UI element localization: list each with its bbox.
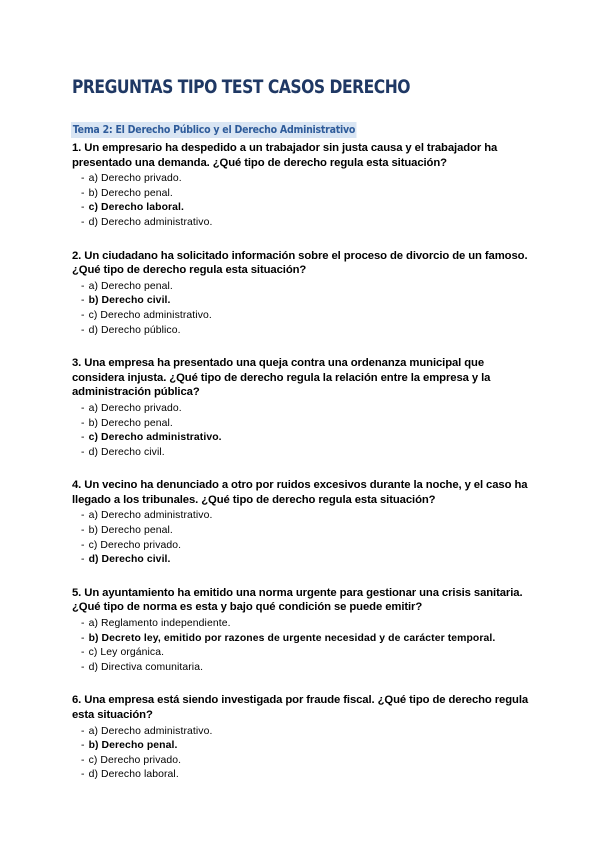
question-item [72, 693, 532, 783]
answer-options [72, 725, 532, 783]
question-text: 2. Un ciudadano ha solicitado información sobre el proceso de divorcio de un famoso. ¿Qué tipo de derecho regula esta situación? [72, 249, 528, 277]
answer-option [72, 661, 532, 676]
option-marker: - [81, 618, 85, 630]
option-text: d) Directiva comunitaria. [88, 661, 204, 673]
option-marker: - [81, 632, 85, 644]
option-text: a) Derecho penal. [88, 280, 173, 292]
option-marker: - [81, 740, 85, 752]
question-text: 1. Un empresario ha despedido a un trabajador sin justa causa y el trabajador ha presentado una demanda. ¿Qué tipo de derecho regula esta situación? [72, 142, 498, 169]
option-marker: - [81, 324, 85, 336]
answer-option [72, 417, 532, 432]
option-text: c) Derecho administrativo. [88, 432, 222, 444]
answer-option [72, 539, 532, 554]
answer-option-correct [72, 739, 532, 754]
answer-options [72, 402, 532, 460]
option-text: b) Derecho penal. [88, 187, 173, 199]
question-list [72, 141, 532, 801]
answer-option [72, 172, 532, 187]
question-item [72, 141, 532, 231]
answer-option-correct [72, 632, 532, 647]
answer-option-correct [72, 431, 532, 446]
answer-option [72, 524, 532, 539]
answer-option [72, 280, 532, 295]
option-text: c) Derecho privado. [88, 754, 182, 766]
option-marker: - [81, 402, 85, 414]
option-marker: - [81, 769, 85, 781]
answer-option [72, 187, 532, 202]
question-item [72, 356, 532, 460]
option-marker: - [81, 539, 85, 551]
section-heading: Tema 2: El Derecho Público y el Derecho Administrativo [72, 123, 356, 136]
option-marker: - [81, 173, 85, 185]
answer-option [72, 324, 532, 339]
option-marker: - [81, 295, 85, 307]
answer-option-correct [72, 201, 532, 216]
question-text: 5. Un ayuntamiento ha emitido una norma urgente para gestionar una crisis sanitaria. ¿Qué tipo de norma es esta y bajo qué condición se puede emitir? [72, 586, 523, 614]
option-text: d) Derecho administrativo. [88, 216, 213, 228]
question-text: 6. Una empresa está siendo investigada por fraude fiscal. ¿Qué tipo de derecho regula esta situación? [72, 694, 529, 721]
answer-option [72, 446, 532, 461]
option-marker: - [81, 510, 85, 522]
answer-option-correct [72, 294, 532, 309]
option-text: a) Reglamento independiente. [88, 618, 231, 630]
option-marker: - [81, 309, 85, 321]
document-title: PREGUNTAS TIPO TEST CASOS DERECHO [72, 76, 411, 98]
answer-option [72, 402, 532, 417]
option-text: a) Derecho privado. [88, 402, 182, 414]
option-text: d) Derecho civil. [88, 554, 171, 566]
option-text: c) Derecho privado. [88, 539, 182, 551]
question-text: 3. Una empresa ha presentado una queja contra una ordenanza municipal que considera injusta. ¿Qué tipo de derecho regula la relación entre la empresa y la administración pública? [72, 357, 491, 399]
answer-option-correct [72, 553, 532, 568]
option-marker: - [81, 202, 85, 214]
answer-option [72, 309, 532, 324]
answer-option [72, 216, 532, 231]
question-item [72, 478, 532, 568]
answer-options [72, 172, 532, 230]
option-text: b) Derecho penal. [88, 417, 173, 429]
option-marker: - [81, 754, 85, 766]
option-marker: - [81, 216, 85, 228]
question-item [72, 586, 532, 676]
answer-option [72, 768, 532, 783]
answer-options [72, 509, 532, 567]
option-text: a) Derecho administrativo. [88, 510, 213, 522]
option-text: a) Derecho privado. [88, 173, 182, 185]
option-text: a) Derecho administrativo. [88, 725, 213, 737]
answer-option [72, 509, 532, 524]
option-text: b) Decreto ley, emitido por razones de urgente necesidad y de carácter temporal. [88, 632, 496, 644]
answer-option [72, 646, 532, 661]
option-marker: - [81, 417, 85, 429]
option-text: b) Derecho penal. [88, 740, 178, 752]
answer-option [72, 617, 532, 632]
option-text: b) Derecho civil. [88, 295, 171, 307]
question-text: 4. Un vecino ha denunciado a otro por ruidos excesivos durante la noche, y el caso ha llegado a los tribunales. ¿Qué tipo de derecho regula esta situación? [72, 479, 528, 506]
option-marker: - [81, 725, 85, 737]
option-marker: - [81, 280, 85, 292]
option-text: c) Derecho laboral. [88, 202, 185, 214]
option-marker: - [81, 187, 85, 199]
option-text: c) Ley orgánica. [88, 647, 165, 659]
option-marker: - [81, 554, 85, 566]
option-marker: - [81, 661, 85, 673]
answer-options [72, 617, 532, 675]
answer-option [72, 754, 532, 769]
option-marker: - [81, 647, 85, 659]
question-item [72, 249, 532, 339]
option-text: b) Derecho penal. [88, 525, 173, 537]
answer-option [72, 725, 532, 740]
option-text: d) Derecho laboral. [88, 769, 179, 781]
option-marker: - [81, 432, 85, 444]
option-text: d) Derecho público. [88, 324, 181, 336]
option-marker: - [81, 446, 85, 458]
answer-options [72, 280, 532, 338]
option-text: d) Derecho civil. [88, 446, 165, 458]
option-text: c) Derecho administrativo. [88, 309, 212, 321]
option-marker: - [81, 525, 85, 537]
